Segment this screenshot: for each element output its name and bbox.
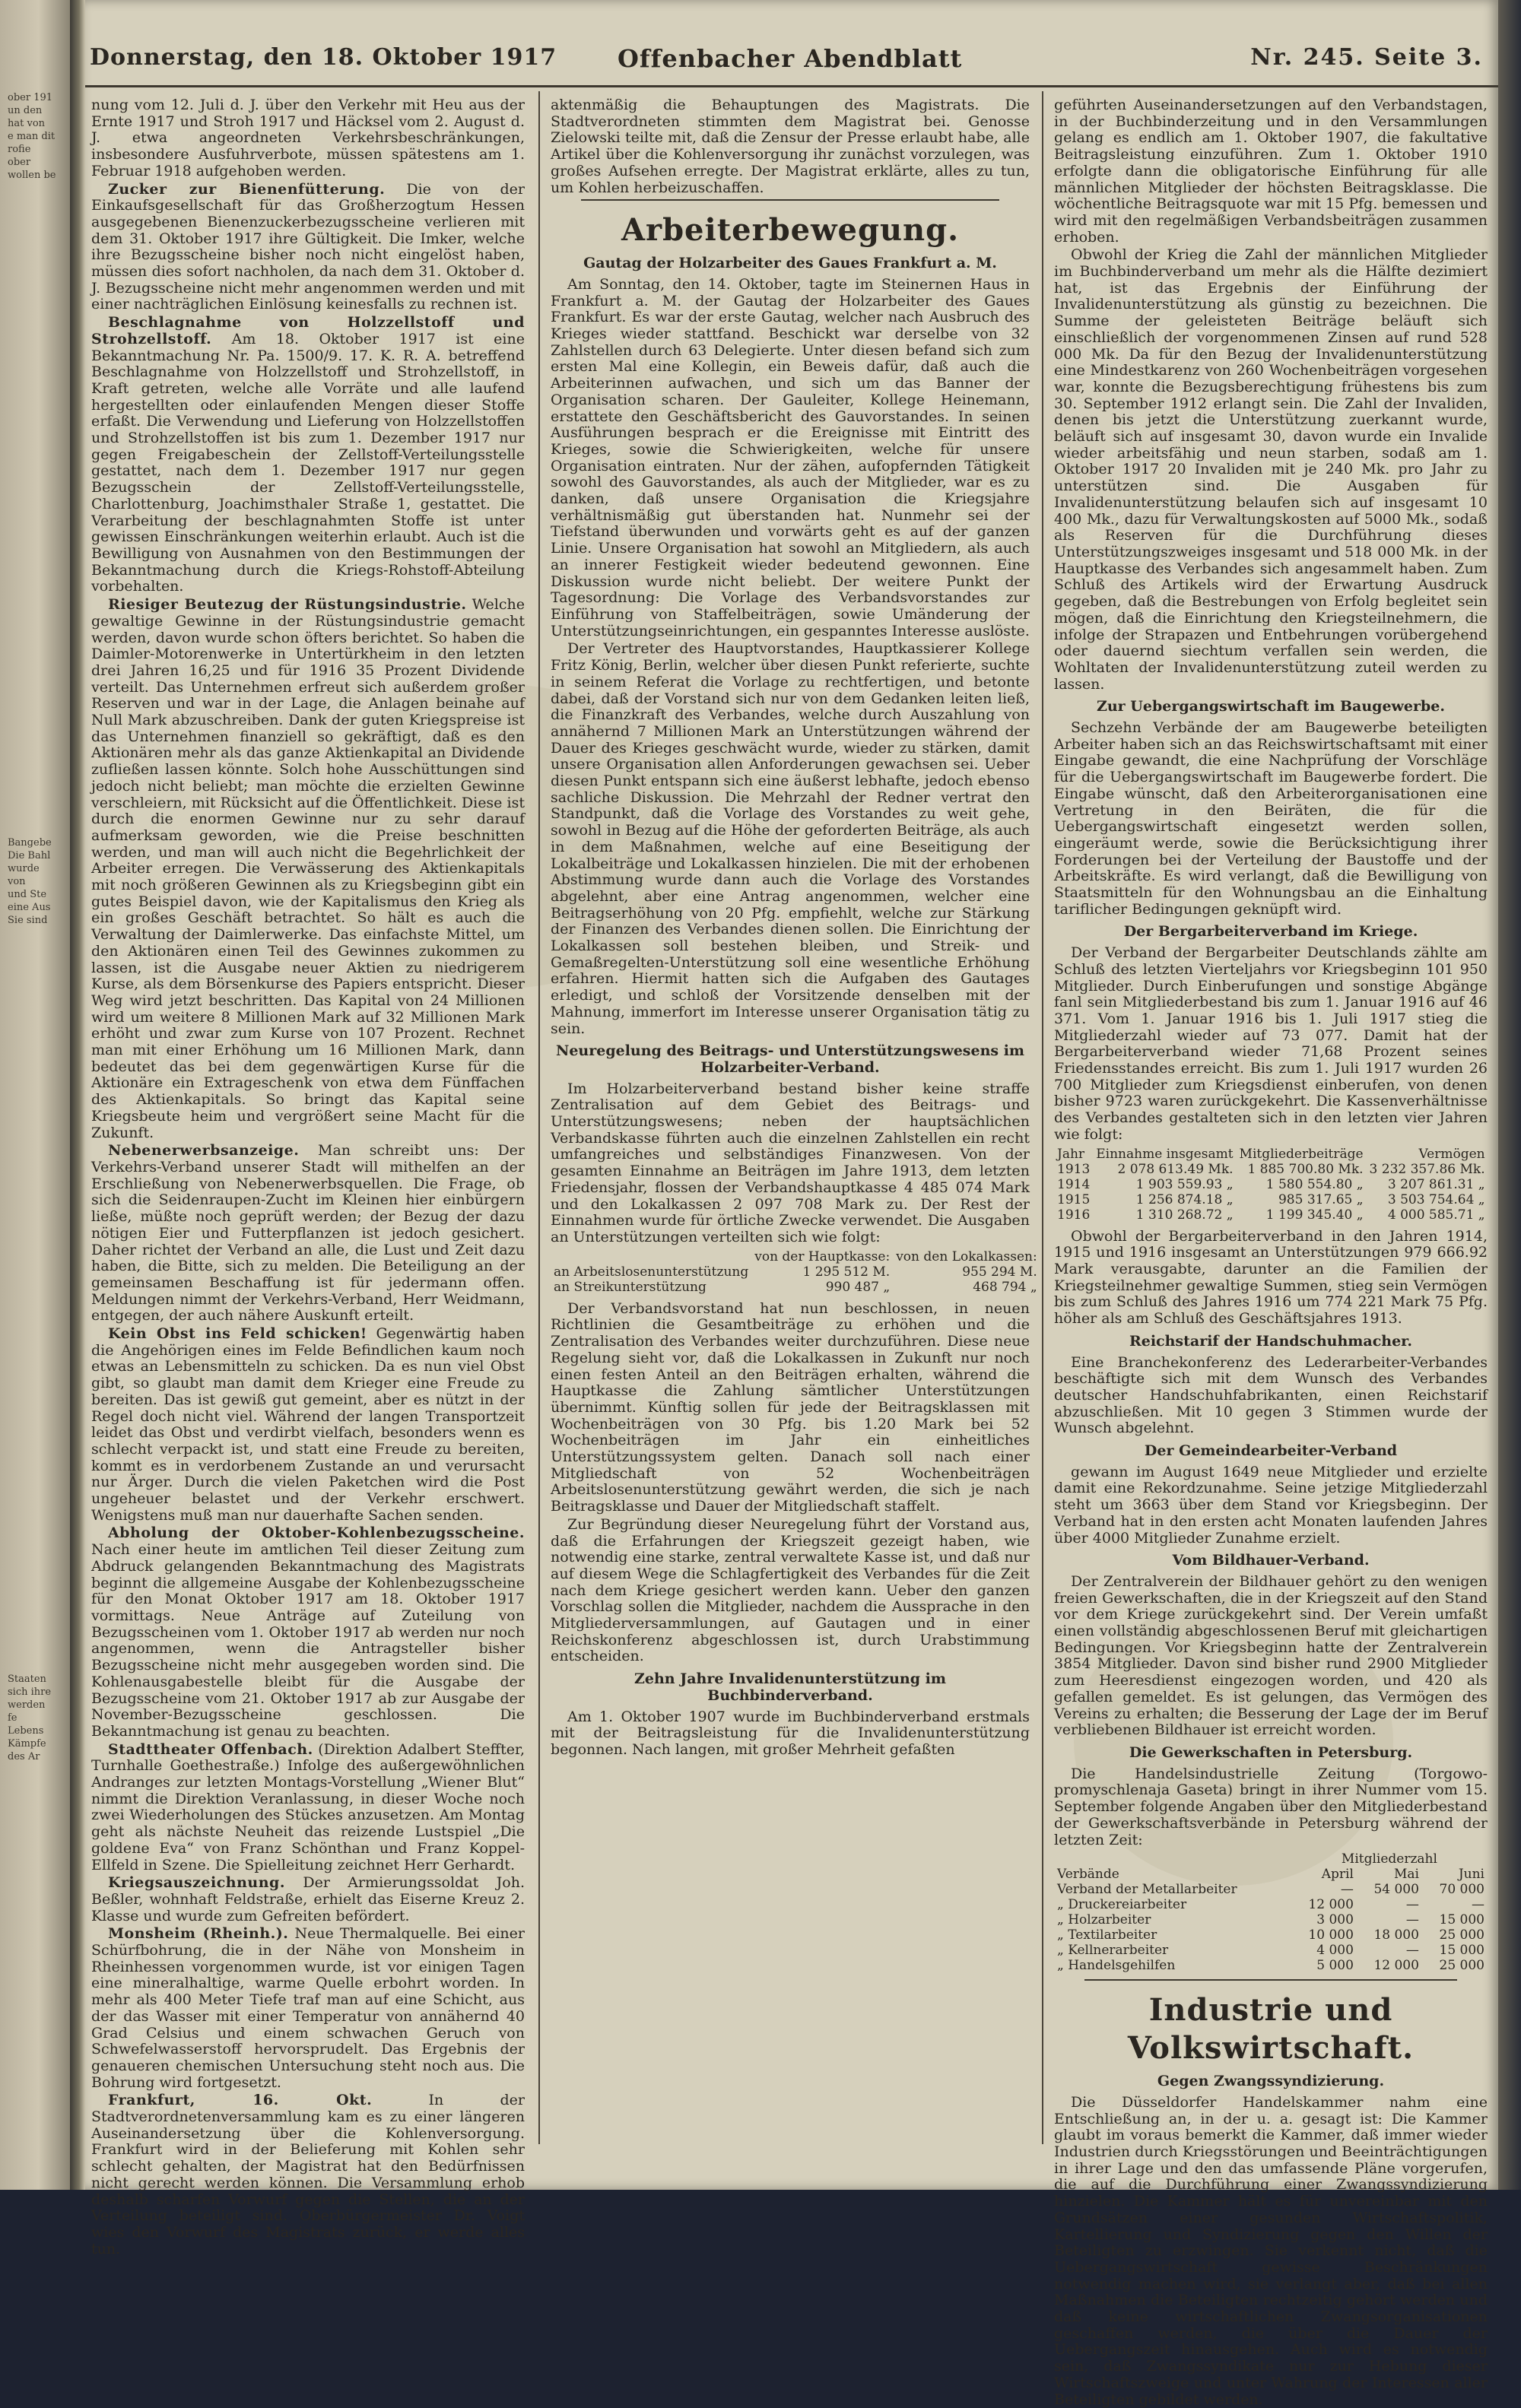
table-header-row: von der Hauptkasse: von den Lokalkassen:: [754, 1248, 1037, 1264]
column-1: [91, 97, 526, 2257]
issue-date: Donnerstag, den 18. Oktober 1917: [90, 44, 557, 71]
table-row: 1913 2 078 613.49 Mk. 1 885 700.80 Mk. 3 232 357.86 Mk.: [1057, 1161, 1485, 1177]
article-heading: Zur Uebergangswirtschaft im Baugewerbe.: [1097, 698, 1445, 715]
article-paragraph: [91, 597, 525, 1141]
section-heading-labor: Arbeiterbewegung.: [621, 212, 960, 249]
article-paragraph: [91, 2092, 525, 2257]
table-row: „ Kellnerarbeiter 4 000 — 15 000: [1057, 1943, 1484, 1959]
article-heading: Vom Bildhauer-Verband.: [1172, 1552, 1370, 1569]
table-row: an Streikunterstützung 990 487 „ 468 794 „: [554, 1279, 1037, 1295]
table-row: 1914 1 903 559.93 „ 1 580 554.80 „ 3 207 861.31 „: [1057, 1176, 1485, 1192]
article-text: Nach einer heute im amtlichen Teil dieser Zeitung zum Abdruck gelangenden Bekanntmachung des Magistrats beginnt die allgemeine Ausgabe der Kohlenbezugsscheine für den Monat Oktober 1917 am 18. Oktober 1917 vormittags. Neue Anträge auf Zuteilung von Bezugsscheinen vom 1. Oktober 1917 ab werden nur noch angenommen, wenn die Antragsteller bisher Bezugsscheine nicht mehr ausgegeben worden sind. Die Kohlenausgabestelle bleibt für die Ausgabe der Bezugsscheine vom 21. Oktober 1917 ab zur Ausgabe der November-Bezugsscheine geschlossen. Die Bekanntmachung ist genau zu beachten.: [91, 1541, 525, 1740]
adjacent-page-edge: [0, 0, 70, 2190]
table-row: „ Textilarbeiter 10 000 18 000 25 000: [1057, 1927, 1484, 1943]
table-row: Verband der Metallarbeiter — 54 000 70 000: [1057, 1882, 1484, 1898]
article-text: In der Stadtverordnetenversammlung kam es zu einer längeren Auseinandersetzung über die Kohlenversorgung. Frankfurt wird in der Belieferung mit Kohlen sehr schlecht gehalten, der Magistrat hat den Bedürfnissen nicht gerecht werden können. Die Versammlung erhob deshalb scharfen Vorwurf gegen die Stellen, die an der Verteilung beteiligt sind. Oberbürgermeister Dr. Voigt wies den Vorwurf des Magistrats zurück, er werde alles tun.: [91, 2092, 525, 2257]
article-heading: Riesiger Beutezug der Rüstungsindustrie.: [108, 596, 467, 614]
article-text: Obwohl der Krieg die Zahl der männlichen Mitglieder im Buchbinderverband um mehr als die Hälfte dezimiert hat, ist das Ergebnis der Einführung der Invalidenunterstützung als günstig zu bezeichnen. Die Summe der geleisteten Beiträge beläuft sich einschließlich der vorgenommenen Zinsen auf rund 528 000 Mk. Da für den Bezug der Invalidenunterstützung eine Mindestkarenz von 260 Wochenbeiträgen vorgesehen war, konnte die Bezugsberechtigung frühestens bis zum 30. September 1912 erlangt sein. Die Zahl der Invaliden, denen bis jetzt die Unterstützung zuerkannt wurde, beläuft sich auf insgesamt 30, davon wurde ein Invalide wieder arbeitsfähig und neun starben, sodaß am 1. Oktober 1917 20 Invaliden mit je 240 Mk. pro Jahr zu unterstützen sind. Die Ausgaben für Invalidenunterstützung belaufen sich auf insgesamt 10 400 Mk., dazu für Verwaltungskosten auf 5000 Mk., sodaß als Reserven für die Durchführung dieses Unterstützungszweiges insgesamt und 518 000 Mk. in der Hauptkasse des Verbandes sich angesammelt haben. Zum Schluß des Artikels wird der Erwartung Ausdruck gegeben, daß die Bestrebungen von Erfolg begleitet sein mögen, daß die Einrichtung den Kriegsteilnehmern, die infolge der Strapazen und Entbehrungen vorübergehend oder dauernd siechtum verfallen sein werden, die Wohltaten der Invalidenunterstützung zuteil werden zu lassen.: [1054, 246, 1488, 693]
masthead: [85, 36, 1498, 82]
column-rule-2: [1042, 91, 1043, 2144]
issue-number-page: Nr. 245. Seite 3.: [1250, 44, 1483, 71]
article-text: Neue Thermalquelle. Bei einer Schürfbohrung, die in der Nähe von Monsheim in Rheinhessen vorgenommen wurde, ist vor einigen Tagen eine mineralhaltige, warme Quelle erbohrt worden. In mehr als 400 Meter Tiefe traf man auf eine Schicht, aus der das Wasser mit einer Temperatur von annähernd 40 Grad Celsius und einem schwachen Geruch von Schwefelwasserstoff hervorsprudelt. Das Ergebnis der genaueren chemischen Untersuchung steht noch aus. Die Bohrung wird fortgesetzt.: [91, 1925, 525, 2091]
article-heading: Kein Obst ins Feld schicken!: [108, 1325, 367, 1343]
article-text: Der Vertreter des Hauptvorstandes, Hauptkassierer Kollege Fritz König, Berlin, welcher über diesen Punkt referierte, suchte in seinem Referat die Vorlage zu rechtfertigen, und betonte dabei, daß der Vorstand sich nur von dem Gedanken leiten ließ, die Finanzkraft des Verbandes, welche durch Auszahlung von annähernd 7 Millionen Mark an Unterstützungen während der Dauer des Krieges geschwächt wurde, wieder zu stärken, damit unsere Organisation allen Anforderungen gewachsen sei. Ueber diesen Punkt entspann sich eine äußerst lebhafte, jedoch ebenso sachliche Diskussion. Die Mehrzahl der Redner vertrat den Standpunkt, daß die Vorlage des Vorstandes zu weit gehe, sowohl in Bezug auf die Höhe der geforderten Beiträge, als auch in dem Maßnahmen, welche auf eine Beseitigung der Lokalbeiträge und Lokalkassen hinzielen. Die mit der erhobenen Abstimmung wurde dann auch die Vorlage des Vorstandes abgelehnt, aber eine Antrag angenommen, welcher eine Beitragserhöhung von 20 Pfg. empfiehlt, welche zur Stärkung der Finanzen des Verbandes dienen sollen. Die Einrichtung der Lokalkassen soll bestehen bleiben, und Streik- und Gemaßregelten-Unterstützung soll eine wesentliche Erhöhung erfahren. Hiermit hatten sich die Aufgaben des Gautages erledigt, und schloß der Vorsitzende denselben mit der Mahnung, immerfort im Interesse unserer Organisation tätig zu sein.: [551, 640, 1030, 1037]
article-paragraph: [91, 182, 525, 314]
table-row: 1915 1 256 874.18 „ 985 317.65 „ 3 503 754.64 „: [1057, 1191, 1485, 1207]
article-heading: Gegen Zwangssyndizierung.: [1157, 2073, 1385, 2090]
article-heading: Reichstarif der Handschuhmacher.: [1129, 1332, 1413, 1350]
membership-table: [1054, 1851, 1488, 1973]
article-text: Welche gewaltige Gewinne in der Rüstungsindustrie gemacht werden, davon wurde schon öfters berichtet. So haben die Daimler-Motorenwerke in Untertürkheim in den letzten drei Jahren 16,25 und für 1916 35 Prozent Dividende verteilt. Das Unternehmen erfreut sich außerdem großer Reserven und war in der Lage, die Anlagen beinahe auf Null Mark abzuschreiben. Dank der guten Kriegspreise ist das Unternehmen finanziell so gekräftigt, daß es den Aktionären mehr als das ganze Aktienkapital an Dividende zufließen lassen könnte. Solch hohe Ausschüttungen sind jedoch nicht beliebt; man möchte die erzielten Gewinne verschleiern, mit Rücksicht auf die Öffentlichkeit. Diese ist durch die enormen Gewinne nur zu sehr darauf aufmerksam geworden, wie die Preise beschnitten werden, und man will auch nicht die Begehrlichkeit der Arbeiter erregen. Die Verwässerung des Aktienkapitals mit noch größeren Gewinnen als zu Kriegsbeginn gibt ein gutes Beispiel davon, wie der Kapitalismus den Krieg als ein großes Geschäft betrachtet. So hält es auch die Verwaltung der Daimlerwerke. Das einfachste Mittel, um den Aktionären einen Teil des Gewinnes zukommen zu lassen, ist die Ausgabe neuer Aktien zu niedrigerem Kurse, als dem Börsenkurse des Papiers entspricht. Dieser Weg wird jetzt beschritten. Das Kapital von 24 Millionen wird um weitere 8 Millionen Mark auf 32 Millionen Mark erhöht und zwar zum Kurse von 107 Prozent. Rechnet man mit einer Erhöhung um 16 Millionen Mark, dann bedeutet das bei dem gegenwärtigen Kurse für die Aktionäre ein Extrageschenk von etwa dem Fünffachen des Aktienkapitals. So bringt das Kapital seine Kriegsbeute heim und vergrößert seine Macht für die Zukunft.: [91, 596, 525, 1141]
article-paragraph: [91, 315, 525, 595]
article-heading: Beschlagnahme von Holzzellstoff und Strohzellstoff.: [91, 314, 525, 347]
section-heading-economy: Industrie und Volkswirtschaft.: [1127, 1992, 1415, 2067]
article-paragraph: [91, 1742, 525, 1874]
article-text: Der Armierungssoldat Joh. Beßler, wohnhaft Feldstraße, erhielt das Eiserne Kreuz 2. Klasse und wurde zum Gefreiten befördert.: [91, 1874, 525, 1924]
newspaper-title: Offenbacher Abendblatt: [618, 44, 963, 73]
masthead-rule: [85, 85, 1498, 87]
article-heading: Stadttheater Offenbach.: [108, 1740, 313, 1758]
article-paragraph: [91, 1326, 525, 1524]
table-row: 1916 1 310 268.72 „ 1 199 345.40 „ 4 000 585.71 „: [1057, 1207, 1485, 1223]
article-text: Der Verbandsvorstand hat nun beschlossen, in neuen Richtlinien die Gesamtbeiträge zu erhöhen und die Zentralisation des Verbandes weiter durchzuführen. Diese neue Regelung sieht vor, daß die Lokalkassen in Zukunft nur noch einen festen Anteil an den Beiträgen erhalten, während die Hauptkasse die Zahlung sämtlicher Unterstützungen übernimmt. Künftig sollen für jede der Beitragsklassen mit Wochenbeiträgen von 30 Pfg. bis 1.20 Mark bei 52 Wochenbeiträgen im Jahr ein einheitliches Unterstützungssystem gelten. Danach soll nach einer Mitgliedschaft von 52 Wochenbeiträgen Arbeitslosenunterstützung gewährt werden, die sich je nach Beitragsklasse und Dauer der Mitgliedschaft staffelt.: [551, 1299, 1030, 1515]
expenses-table: [551, 1249, 1040, 1295]
table-header-row: Verbände April Mai Juni: [1057, 1867, 1484, 1883]
article-text: geführten Auseinandersetzungen auf den Verbandstagen, in der Buchbinderzeitung und in den Versammlungen gelang es endlich am 1. Oktober 1907, die fakultative Beitragsleistung einzuführen. Zum 1. Oktober 1910 erfolgte dann die obligatorische Einführung für alle männlichen Mitglieder der höchsten Beitragsklasse. Die wöchentliche Beitragsquote war mit 15 Pfg. bemessen und wird mit den regelmäßigen Verbandsbeiträgen zusammen erhoben.: [1054, 97, 1488, 246]
table-row: „ Handelsgehilfen 5 000 12 000 25 000: [1057, 1958, 1484, 1974]
book-spine: [70, 0, 85, 2190]
article-text: Am Sonntag, den 14. Oktober, tagte im Steinernen Haus in Frankfurt a. M. der Gautag der Holzarbeiter des Gaues Frankfurt. Es war der erste Gautag, welcher nach Ausbruch des Krieges wieder stattfand. Beschickt war derselbe von 32 Zahlstellen durch 63 Delegierte. Unter diesen befand sich zum ersten Mal eine Kollegin, ein Beweis dafür, daß auch die Arbeiterinnen aufwachen, und sich um das Banner der Organisation scharen. Der Gauleiter, Kollege Heinemann, erstattete den Geschäftsbericht des Gauvorstandes. In seinen Ausführungen besprach er die Ereignisse mit Eintritt des Krieges, sowie die Schwierigkeiten, welche für unsere Organisation eintraten. Nur der zähen, aufopfernden Tätigkeit sowohl des Gauvorstandes, als auch der Mitglieder, war es zu danken, daß unsere Organisation die Kriegsjahre verhältnismäßig gut überstanden hat. Nunmehr sei der Tiefstand überwunden und vorwärts geht es auf der ganzen Linie. Unsere Organisation hat sowohl an Mitgliedern, als auch an innerer Festigkeit wieder bedeutend gewonnen. Eine Diskussion wurde nicht beliebt. Der weitere Punkt der Tagesordnung: Die Vorlage des Verbandsvorstandes zur Einführung von Staffelbeiträgen, sowie Umänderung der Unterstützungseinrichtungen, ein gespanntes Interesse auslöste.: [551, 275, 1030, 639]
article-heading: Kriegsauszeichnung.: [108, 1874, 285, 1892]
article-paragraph: [91, 1143, 525, 1325]
table-row: an Arbeitslosenunterstützung 1 295 512 M. 955 294 M.: [554, 1264, 1037, 1280]
table-header-row: Jahr Einnahme insgesamt Mitgliederbeiträge Vermögen: [1057, 1146, 1485, 1162]
article-heading: Monsheim (Rheinh.).: [108, 1925, 289, 1943]
adjacent-page-text-top: ober 191 un den hat von e man dit rofie ober wollen be: [8, 92, 56, 181]
article-heading: Die Gewerkschaften in Petersburg.: [1129, 1743, 1413, 1761]
article-paragraph: [91, 1525, 525, 1740]
article-text: Man schreibt uns: Der Verkehrs-Verband unserer Stadt will mithelfen an der Erschließung von Nebenerwerbsquellen. Die Frage, ob sich die Seidenraupen-Zucht im Kleinen hier einbürgern ließe, müßte noch geprüft werden; der Bezug der dazu nötigen Eier und Futterpflanzen ist jedoch gesichert. Daher richtet der Verband an alle, die Lust und Zeit dazu haben, die Bitte, sich zu melden. Die Beteiligung an der gemeinsamen Beschaffung ist für jedermann offen. Meldungen nimmt der Verkehrs-Verband, Herr Weidmann, entgegen, der auch nähere Auskunft erteilt.: [91, 1142, 526, 1325]
article-text: Zur Begründung dieser Neuregelung führt der Vorstand aus, daß die Erfahrungen der Kriegszeit gezeigt haben, wie notwendig eine starke, zentral verwaltete Kasse ist, und daß nur auf diesem Wege die Schlagfertigkeit des Verbandes für die Zeit nach dem Kriege gesichert werden kann. Ueber den ganzen Vorschlag sollen die Mitglieder, nachdem die Aussprache in den Mitgliederversammlungen, auf Gautagen und in einer Reichskonferenz abgeschlossen ist, durch Urabstimmung entscheiden.: [551, 1515, 1030, 1665]
article-paragraph: [91, 1875, 525, 1924]
article-heading: Frankfurt, 16. Okt.: [108, 2092, 373, 2109]
adjacent-page-text-middle: Bangebe Die Bahl wurde von und Ste eine Aus Sie sind: [8, 837, 52, 926]
article-text: nung vom 12. Juli d. J. über den Verkehr mit Heu aus der Ernte 1917 und Stroh 1917 und Häcksel vom 2. August d. J. etwa angeordneten Verkehrsbeschränkungen, insbesondere Ausfuhrverbote, müssen spätestens am 1. Februar 1918 aufgehoben werden.: [91, 97, 525, 179]
page-edge-shadow: [1498, 0, 1521, 2190]
article-heading: Nebenerwerbsanzeige.: [108, 1142, 300, 1160]
article-heading: Der Bergarbeiterverband im Kriege.: [1123, 923, 1418, 941]
article-text: Im Holzarbeiterverband bestand bisher keine straffe Zentralisation auf dem Gebiet des Beitrags- und Unterstützungswesens; neben der hauptsächlichen Verbandskasse führten auch die einzelnen Zahlstellen ein recht umfangreiches und selbständiges Finanzwesen. Von der gesamten Einnahme an Beiträgen im Jahre 1913, dem letzten Friedensjahr, flossen der Verbandshauptkasse 4 485 074 Mark und den Lokalkassen 2 097 708 Mark zu. Der Rest der Einnahmen wurde für örtliche Zwecke verwendet. Die Ausgaben an Unterstützungen verteilten sich wie folgt:: [551, 1080, 1030, 1245]
article-text: Die Handelsindustrielle Zeitung (Torgowo-promyschlenaja Gaseta) bringt in ihrer Nummer vom 15. September folgende Angaben über den Mitgliederbestand der Gewerkschaftsverbände in Petersburg während der letzten Zeit:: [1054, 1765, 1488, 1848]
article-text: Eine Branchekonferenz des Lederarbeiter-Verbandes beschäftigte sich mit dem Wunsch des Verbandes deutscher Handschuhfabrikanten, einen Reichstarif abzuschließen. Mit 10 gegen 3 Stimmen wurde der Wunsch abgelehnt.: [1054, 1353, 1488, 1437]
article-text: aktenmäßig die Behauptungen des Magistrats. Die Stadtverordneten stimmten dem Magistrat bei. Genosse Zielowski teilte mit, daß die Zensur der Presse erlaubt habe, alle Artikel über die Kohlenversorgung ihr zunächst vorzulegen, was großes Aufsehen erregte. Der Magistrat erklärte, alles zu tun, um Kohlen herbeizuschaffen.: [551, 97, 1030, 196]
article-text: Am 18. Oktober 1917 ist eine Bekanntmachung Nr. Pa. 1500/9. 17. K. R. A. betreffend Beschlagnahme von Holzzellstoff und Strohzellstoff, in Kraft getreten, welche alle Vorräte und alle laufend hergestellten oder einlaufenden Mengen dieser Stoffe erfaßt. Die Verwendung und Lieferung von Holzzellstoffen und Strohzellstoffen ist bis zum 1. Dezember 1917 nur gegen Freigabeschein der Zellstoff-Verteilungsstelle gestattet, nach dem 1. Dezember 1917 nur gegen Bezugsschein der Zellstoff-Verteilungsstelle, Charlottenburg, Joachimsthaler Straße 1, gestattet. Die Verarbeitung der beschlagnahmten Stoffe ist unter gewissen Einschränkungen weiterhin erlaubt. Auch ist die Bewilligung von Ausnahmen von den Bestimmungen der Bekanntmachung durch die Kriegs-Rohstoff-Abteilung vorbehalten.: [91, 330, 525, 595]
article-text: Sechzehn Verbände der am Baugewerbe beteiligten Arbeiter haben sich an das Reichswirtschaftsamt mit einer Eingabe gewandt, die eine Nachprüfung der Vorschläge für die Uebergangswirtschaft im Baugewerbe fordert. Die Eingabe wünscht, daß den Arbeiterorganisationen eine Vertretung in den Beiräten, die für die Uebergangswirtschaft eingesetzt werden sollen, eingeräumt werde, sowie die Berücksichtigung ihrer Forderungen bei der Verteilung der Baustoffe und der Arbeitskräfte. Es wird verlangt, daß die Bewilligung von Staatsmitteln für den Wohnungsbau an die Einhaltung tariflicher Bedingungen geknüpft wird.: [1054, 719, 1488, 918]
article-heading: Neuregelung des Beitrags- und Unterstützungswesens im Holzarbeiter-Verband.: [555, 1042, 1025, 1076]
article-heading: Der Gemeindearbeiter-Verband: [1144, 1442, 1398, 1460]
column-3: [1054, 97, 1488, 2408]
article-text: Der Verband der Bergarbeiter Deutschlands zählte am Schluß des letzten Vierteljahrs vor Kriegsbeginn 101 950 Mitglieder. Durch Einberufungen und sonstige Abgänge fanl sein Mitgliederbestand bis zum 1. Januar 1916 auf 46 371. Vom 1. Januar 1916 bis 1. Juli 1917 stieg die Mitgliederzahl wieder auf 73 077. Damit hat der Bergarbeiterverband wieder 71,68 Prozent seines Friedensstandes erreicht. Bis zum 1. Juli 1917 wurden 26 700 Mitglieder zum Kriegsdienst einberufen, von denen bisher 9723 waren zurückgekehrt. Die Kassenverhältnisse des Verbandes gestalteten sich in den letzten vier Jahren wie folgt:: [1054, 944, 1488, 1143]
finance-table: [1054, 1147, 1488, 1223]
table-caption-row: Mitgliederzahl: [1341, 1851, 1437, 1867]
article-paragraph: [91, 1926, 525, 2091]
section-rule: [1084, 1979, 1457, 1981]
article-heading: Gautag der Holzarbeiter des Gaues Frankfurt a. M.: [583, 255, 997, 272]
column-2: [551, 97, 1037, 2150]
article-heading: Zucker zur Bienenfütterung.: [108, 180, 386, 198]
article-text: gewann im August 1649 neue Mitglieder und erzielte damit eine Rekordzunahme. Seine jetzige Mitgliederzahl steht um 3663 über dem Stand vor Kriegsbeginn. Der Verband hat in den ersten acht Monaten laufenden Jahres über 4000 Mitglieder Zunahme erzielt.: [1054, 1463, 1488, 1547]
newspaper-page: [85, 0, 1498, 2408]
table-row: „ Druckereiarbeiter 12 000 — —: [1057, 1897, 1484, 1913]
table-row: „ Holzarbeiter 3 000 — 15 000: [1057, 1912, 1484, 1928]
article-text: Die Düsseldorfer Handelskammer nahm eine Entschließung an, in der u. a. gesagt ist: Die Kammer glaubt im voraus bemerkt die Kammer, daß immer wieder Industrien durch Kriegsstörungen und Beeinträchtigungen in ihrer Lage und den das umfassende Pläne vorgerufen, die auf die Durchführung einer Zwangssyndizierung hinzielen. Die Kammer hält es für unvereinbar mit den Grundsätzen einer gesunden Wirtschaftspolitik, Kartellierung und Syndizierung gegen den Willen der Beteiligten zu erzwingen. Sie verkennt nicht, daß die Uebergangswirtschaft gewisse Beschränkungen notwendig machen wird, sie verlangt aber, daß bei allen Maßnahmen die Beteiligten rechtzeitig gehört werden und daß keine wirtschaftlichen Zwangsorganisationen geschaffen werden, die über die Dauer der Uebergangszeit hinausgehen. Auch wird es notwendig sein, daß Zwangssyndikate nur zur Hebung dieser Wirtschaftszweige und unter Wahrung der Interessen aller Beteiligten gebildet werden.: [1054, 2093, 1488, 2408]
article-text: (Direktion Adalbert Steffter, Turnhalle Goethestraße.) Infolge des außergewöhnlichen Andranges zur letzten Montags-Vorstellung „Wiener Blut“ nimmt die Direktion Veranlassung, in dieser Woche noch zwei Wiederholungen des Stückes anzusetzen. Am Montag geht als nächste Neuheit das reizende Lustspiel „Die goldene Eva“ von Franz Schönthan und Franz Koppel-Ellfeld in Szene. Die Spielleitung zeichnet Herr Gerhardt.: [91, 1740, 525, 1873]
article-text: Am 1. Oktober 1907 wurde im Buchbinderverband erstmals mit der Beitragsleistung für die Invalidenunterstützung begonnen. Nach langen, mit großer Mehrheit gefaßten: [551, 1708, 1030, 1758]
article-text: Die von der Einkaufsgesellschaft für das Großherzogtum Hessen ausgegebenen Bienenzuckerbezugsscheine verlieren mit dem 31. Oktober 1917 ihre Gültigkeit. Die Imker, welche ihre Bezugsscheine bisher noch nicht eingelöst haben, müssen dies sofort nachholen, da nach dem 31. Oktober d. J. Bezugsscheine nicht mehr angenommen werden und mit einer nachträglichen Einlösung keinesfalls zu rechnen ist.: [91, 180, 525, 313]
section-rule: [581, 199, 999, 201]
article-text: Der Zentralverein der Bildhauer gehört zu den wenigen freien Gewerkschaften, die in der Kriegszeit auf den Stand vor dem Kriege zurückgekehrt sind. Der Verein umfaßt einen vollständig abgeschlossenen Beruf mit gleichartigen Bedingungen. Vor Kriegsbeginn hatte der Zentralverein 3854 Mitglieder. Davon sind bisher rund 2900 Mitglieder zum Heeresdienst eingezogen worden, und 420 als gefallen gemeldet. Es ist gelungen, das Vermögen des Vereins zu erhalten; die Besserung der Lage der im Beruf verbliebenen Bildhauer ist erreicht worden.: [1054, 1572, 1488, 1739]
article-text: Gegenwärtig haben die Angehörigen eines im Felde Befindlichen kaum noch etwas an Lebensmitteln zu schicken. Da es nun viel Obst gibt, so glaubt man damit dem Krieger eine Freude zu bereiten. Das ist gewiß gut gemeint, aber es nützt in der Regel doch nicht viel. Während der langen Transportzeit leidet das Obst und verdirbt vielfach, besonders wenn es schlecht verpackt ist, und statt eine Freude zu bereiten, kommt es in verdorbenem Zustande an und verursacht nur Ärger. Durch die vielen Paketchen wird die Post ungeheuer belastet und der Verkehr erschwert. Wenigstens muß man nur dauerhafte Sachen senden.: [91, 1325, 525, 1524]
article-heading: Abholung der Oktober-Kohlenbezugsscheine.: [108, 1524, 525, 1542]
adjacent-page-text-bottom: Staaten sich ihre werden fe Lebens Kämpfe des Ar: [8, 1674, 52, 1762]
article-heading: Zehn Jahre Invalidenunterstützung im Buchbinderverband.: [634, 1670, 946, 1704]
column-rule-1: [538, 91, 540, 2144]
article-text: Obwohl der Bergarbeiterverband in den Jahren 1914, 1915 und 1916 insgesamt an Unterstützungen 979 666.92 Mark verausgabte, darunter an die Familien der Kriegsteilnehmer gewaltige Summen, stieg sein Vermögen bis zum Schluß des Jahres 1916 um 774 221 Mark 75 Pfg. höher als am Schluß des Geschäftsjahres 1913.: [1054, 1227, 1488, 1328]
